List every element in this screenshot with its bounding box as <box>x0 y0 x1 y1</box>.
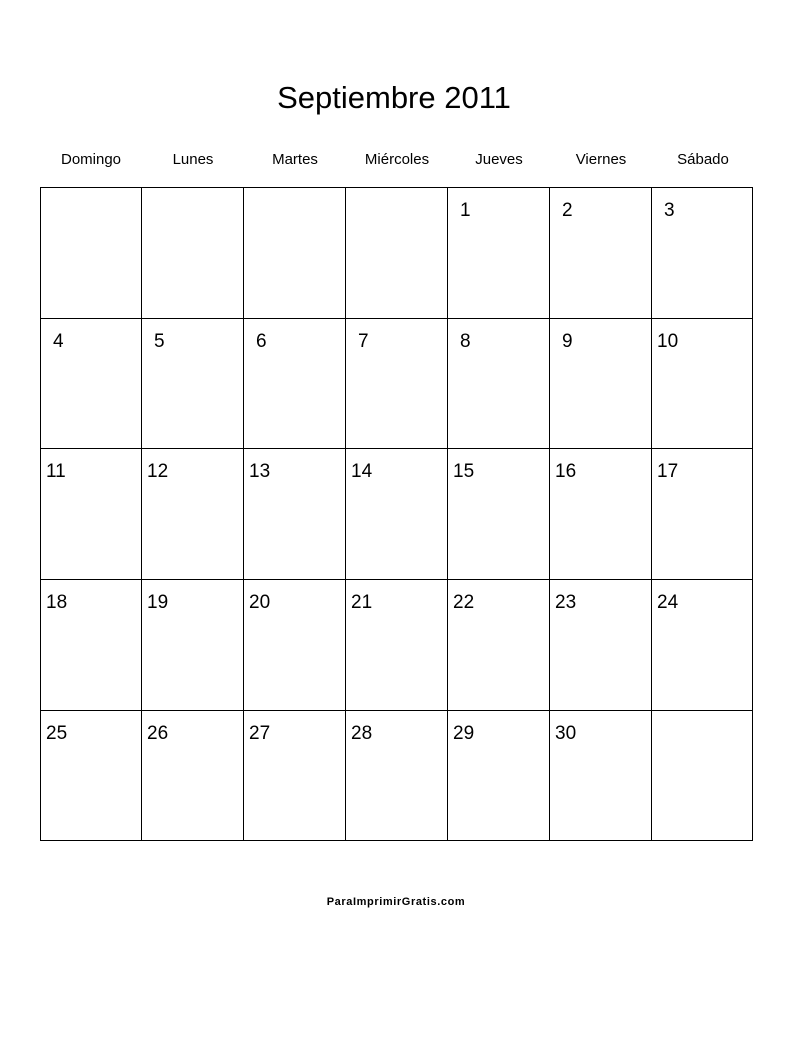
day-number: 25 <box>46 723 68 744</box>
footer-site-name: ParaImprimirGratis.com <box>326 896 466 908</box>
day-number: 15 <box>453 461 475 482</box>
day-number: 7 <box>358 331 369 352</box>
day-cell <box>550 580 652 711</box>
day-cell <box>550 319 652 449</box>
day-cell <box>142 319 244 449</box>
weekday-label: Viernes <box>575 151 627 168</box>
calendar-title: Septiembre 2011 <box>277 80 511 115</box>
weekday-label: Domingo <box>60 151 122 168</box>
day-number: 30 <box>555 723 577 744</box>
day-cell <box>346 319 448 449</box>
day-cell <box>550 711 652 841</box>
day-cell <box>448 449 550 580</box>
day-cell <box>41 711 142 841</box>
day-number: 4 <box>53 331 64 352</box>
day-cell <box>550 449 652 580</box>
day-number: 9 <box>562 331 573 352</box>
weekday-label: Jueves <box>475 151 523 168</box>
day-cell <box>550 188 652 319</box>
day-number: 5 <box>154 331 165 352</box>
day-cell <box>142 711 244 841</box>
day-number: 19 <box>147 592 169 613</box>
day-number: 2 <box>562 200 573 221</box>
day-number: 8 <box>460 331 471 352</box>
day-cell <box>41 319 142 449</box>
day-cell <box>346 711 448 841</box>
weekday-label: Lunes <box>172 151 214 168</box>
day-cell <box>244 711 346 841</box>
day-cell <box>448 188 550 319</box>
weekday-label: Sábado <box>677 151 729 168</box>
day-cell <box>244 188 346 319</box>
day-number: 18 <box>46 592 68 613</box>
day-number: 3 <box>664 200 675 221</box>
day-cell <box>142 188 244 319</box>
day-number: 26 <box>147 723 169 744</box>
day-number: 22 <box>453 592 475 613</box>
day-number: 24 <box>657 592 679 613</box>
weekday-header <box>40 150 754 170</box>
day-cell <box>652 188 753 319</box>
day-cell <box>652 580 753 711</box>
day-cell <box>41 449 142 580</box>
calendar-grid <box>40 187 753 841</box>
day-number: 29 <box>453 723 475 744</box>
day-cell <box>448 319 550 449</box>
weekday-label: Martes <box>272 151 318 168</box>
day-cell <box>346 188 448 319</box>
day-cell <box>244 319 346 449</box>
day-number: 17 <box>657 461 679 482</box>
day-cell <box>652 449 753 580</box>
day-number: 20 <box>249 592 271 613</box>
weekday-label: Miércoles <box>364 151 430 168</box>
day-cell <box>41 580 142 711</box>
day-number: 6 <box>256 331 267 352</box>
day-cell <box>142 449 244 580</box>
day-cell <box>244 449 346 580</box>
day-cell <box>346 449 448 580</box>
day-cell <box>142 580 244 711</box>
day-number: 28 <box>351 723 373 744</box>
day-number: 23 <box>555 592 577 613</box>
day-number: 16 <box>555 461 577 482</box>
day-cell <box>448 711 550 841</box>
day-cell <box>346 580 448 711</box>
day-cell <box>652 711 753 841</box>
day-cell <box>41 188 142 319</box>
day-number: 1 <box>460 200 471 221</box>
day-number: 14 <box>351 461 373 482</box>
day-number: 11 <box>46 461 66 482</box>
day-number: 21 <box>351 592 373 613</box>
day-number: 27 <box>249 723 271 744</box>
day-number: 10 <box>657 331 679 352</box>
day-cell <box>244 580 346 711</box>
day-number: 13 <box>249 461 271 482</box>
day-cell <box>652 319 753 449</box>
day-number: 12 <box>147 461 169 482</box>
day-cell <box>448 580 550 711</box>
